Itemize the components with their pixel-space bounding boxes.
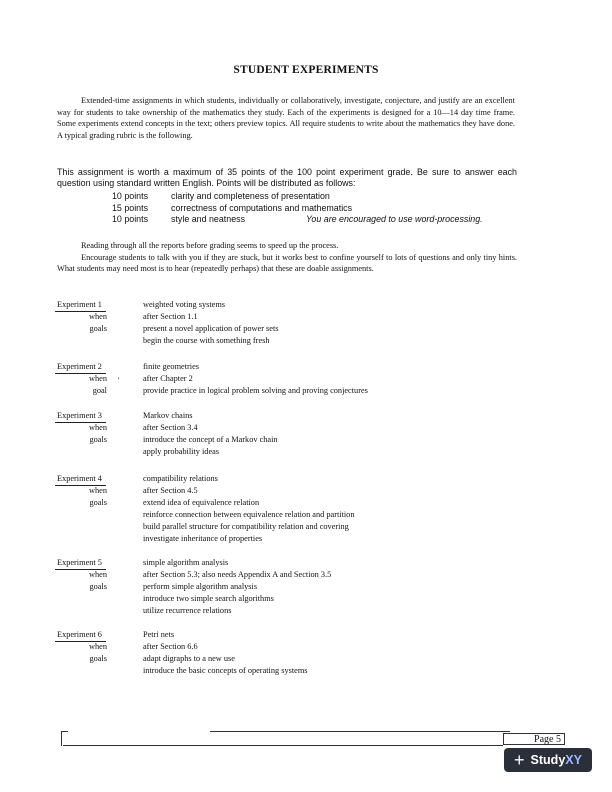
footer-rule — [63, 745, 503, 746]
experiment-goal: begin the course with something fresh — [143, 336, 270, 345]
experiment-title: Experiment 1 — [57, 300, 102, 309]
intro-paragraph: Extended-time assignments in which students, individually or collaboratively, investigate, conjecture, and justify are an excellent way for students to take ownership of the mathematics they study. Each of the experiments is designed for a 10—14 day time frame. Some experiments extend concepts in the text; others preview topics. All require students to write about the mathematics they have done. A typical grading rubric is the following. — [57, 96, 515, 140]
goals-label: goals — [89, 324, 107, 333]
goals-label: goals — [89, 654, 107, 663]
rubric-criterion: clarity and completeness of presentation — [171, 191, 330, 201]
when-label: when — [89, 486, 107, 495]
when-label: when — [89, 374, 107, 383]
when-label: when — [89, 423, 107, 432]
experiment-goal: introduce the basic concepts of operating systems — [143, 666, 308, 675]
when-label: when — [89, 312, 107, 321]
rubric-note: You are encouraged to use word-processing. — [306, 214, 483, 225]
assignment-paragraph: This assignment is worth a maximum of 35 points of the 100 point experiment grade. Be sure to answer each question using standard written English. Points will be distributed as follows: — [57, 167, 517, 189]
experiment-goal: perform simple algorithm analysis — [143, 582, 258, 591]
when-label: when — [89, 570, 107, 579]
experiment-when: after Section 3.4 — [143, 423, 198, 432]
experiment-goal: reinforce connection between equivalence relation and partition — [143, 510, 355, 519]
rubric-row — [112, 203, 483, 215]
experiment-when: after Section 6.6 — [143, 642, 198, 651]
badge-text-accent: XY — [565, 753, 582, 767]
rubric-row — [112, 214, 483, 226]
experiment-topic: Petri nets — [143, 630, 175, 639]
rubric-criterion: correctness of computations and mathematics — [171, 202, 353, 213]
experiment-goal: adapt digraphs to a new use — [143, 654, 235, 663]
experiment-goal: investigate inheritance of properties — [143, 534, 263, 543]
goals-label: goals — [89, 582, 107, 591]
grading-advice — [57, 240, 517, 275]
studyxy-badge[interactable] — [504, 748, 592, 772]
goals-label: goals — [89, 435, 107, 444]
rubric-points: 10 points — [112, 214, 149, 225]
experiment-title: Experiment 4 — [57, 474, 102, 483]
experiment-goal: introduce the concept of a Markov chain — [143, 435, 278, 444]
experiment-title: Experiment 3 — [57, 411, 102, 420]
experiment-title: Experiment 2 — [57, 362, 102, 371]
experiment-topic: finite geometries — [143, 362, 199, 371]
experiment-title: Experiment 6 — [57, 630, 102, 639]
experiment-when: after Section 1.1 — [143, 312, 198, 321]
footer-rule — [210, 731, 510, 732]
experiment-goal: present a novel application of power sets — [143, 324, 279, 333]
experiment-topic: weighted voting systems — [143, 300, 226, 309]
grading-rubric — [112, 191, 483, 226]
experiment-goal: provide practice in logical problem solving and proving conjectures — [143, 386, 368, 395]
experiment-topic: simple algorithm analysis — [143, 558, 229, 567]
experiment-topic: compatibility relations — [143, 474, 218, 483]
experiment-when: after Chapter 2 — [143, 374, 193, 383]
experiment-title: Experiment 5 — [57, 558, 102, 567]
experiment-goal: introduce two simple search algorithms — [143, 594, 274, 603]
plus-icon: + — [514, 750, 525, 770]
experiment-when: after Section 4.5 — [143, 486, 198, 495]
experiment-goal: extend idea of equivalence relation — [143, 498, 260, 507]
when-label: when — [89, 642, 107, 651]
experiment-goal: apply probability ideas — [143, 447, 220, 456]
stray-tick-mark: ' — [118, 376, 120, 385]
rubric-row — [112, 191, 483, 203]
experiment-goal: build parallel structure for compatibility relation and covering — [143, 522, 349, 531]
page-number: Page 5 — [503, 733, 565, 745]
footer-bracket — [61, 731, 68, 746]
page-title: STUDENT EXPERIMENTS — [233, 64, 379, 76]
rubric-criterion: style and neatness — [171, 214, 246, 225]
experiment-goal: utilize recurrence relations — [143, 606, 232, 615]
advice-paragraph: Encourage students to talk with you if they are stuck, but it works best to confine yourself to lots of questions and only tiny hints. What students may need most is to hear (repeatedly perhaps) that these are doable assignments. — [57, 252, 517, 274]
rubric-points: 10 points — [112, 191, 149, 201]
goals-label: goal — [92, 386, 107, 395]
experiment-when: after Section 5.3; also needs Appendix A and Section 3.5 — [143, 570, 332, 579]
rubric-points: 15 points — [112, 202, 149, 213]
advice-paragraph: Reading through all the reports before grading seems to speed up the process. — [81, 241, 339, 250]
experiment-topic: Markov chains — [143, 411, 193, 420]
goals-label: goals — [89, 498, 107, 507]
badge-text-main: Study — [530, 753, 566, 767]
